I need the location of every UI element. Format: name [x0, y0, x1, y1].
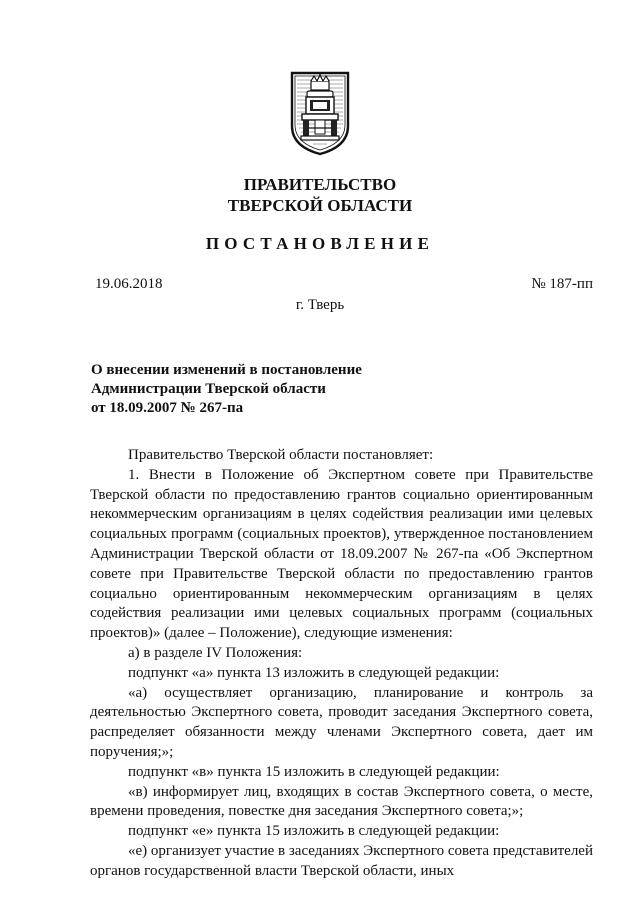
body-paragraph: «е) организует участие в заседаниях Экспертного совета представителей органов государственной власти Тверской области, иных: [90, 842, 593, 879]
body-paragraph: подпункт «е» пункта 15 изложить в следующей редакции:: [128, 823, 500, 840]
document-date: 19.06.2018: [95, 276, 163, 292]
government-title-line1: ПРАВИТЕЛЬСТВО: [243, 175, 397, 194]
body-paragraph: а) в разделе IV Положения:: [128, 644, 303, 661]
government-title-line2: ТВЕРСКОЙ ОБЛАСТИ: [227, 196, 413, 215]
body-paragraph: 1. Внести в Положение об Экспертном совете при Правительстве Тверской области по предоставлению грантов социально ориентированным некоммерческим организациям в целях содействия реализации ими целевых социальных программ (социальных проектов), утвержденное постановлением Администрации Тверской области от 18.09.2007 № 267-па «Об Экспертном совете при Правительстве Тверской области по предоставлению грантов социально ориентированным некоммерческим организациям в целях содействия реализации ими целевых социальных программ (социальных проектов)» (далее – Положение), следующие изменения:: [90, 466, 593, 642]
document-number: № 187-пп: [531, 276, 593, 292]
body-paragraph: «а) осуществляет организацию, планирование и контроль за деятельностью Экспертного совета, проводит заседания Экспертного совета, распределяет обязанности между членами Экспертного совета, дает им поручения;»;: [90, 684, 593, 760]
subject-line: от 18.09.2007 № 267-па: [91, 400, 244, 416]
document-body: [90, 446, 593, 882]
document-city: г. Тверь: [295, 297, 345, 313]
subject-line: Администрации Тверской области: [91, 381, 326, 397]
subject-line: О внесении изменений в постановление: [91, 362, 362, 378]
body-paragraph: «в) информирует лиц, входящих в состав Экспертного совета, о месте, времени проведения, повестке дня заседания Экспертного совета;»;: [90, 783, 593, 820]
body-paragraph: подпункт «в» пункта 15 изложить в следующей редакции:: [128, 763, 500, 780]
coat-of-arms-icon: [289, 70, 351, 156]
body-paragraph: подпункт «а» пункта 13 изложить в следующей редакции:: [128, 664, 500, 681]
document-type-title: ПОСТАНОВЛЕНИЕ: [205, 234, 435, 253]
document-subject: [91, 361, 362, 418]
body-paragraph: Правительство Тверской области постановляет:: [128, 447, 434, 463]
